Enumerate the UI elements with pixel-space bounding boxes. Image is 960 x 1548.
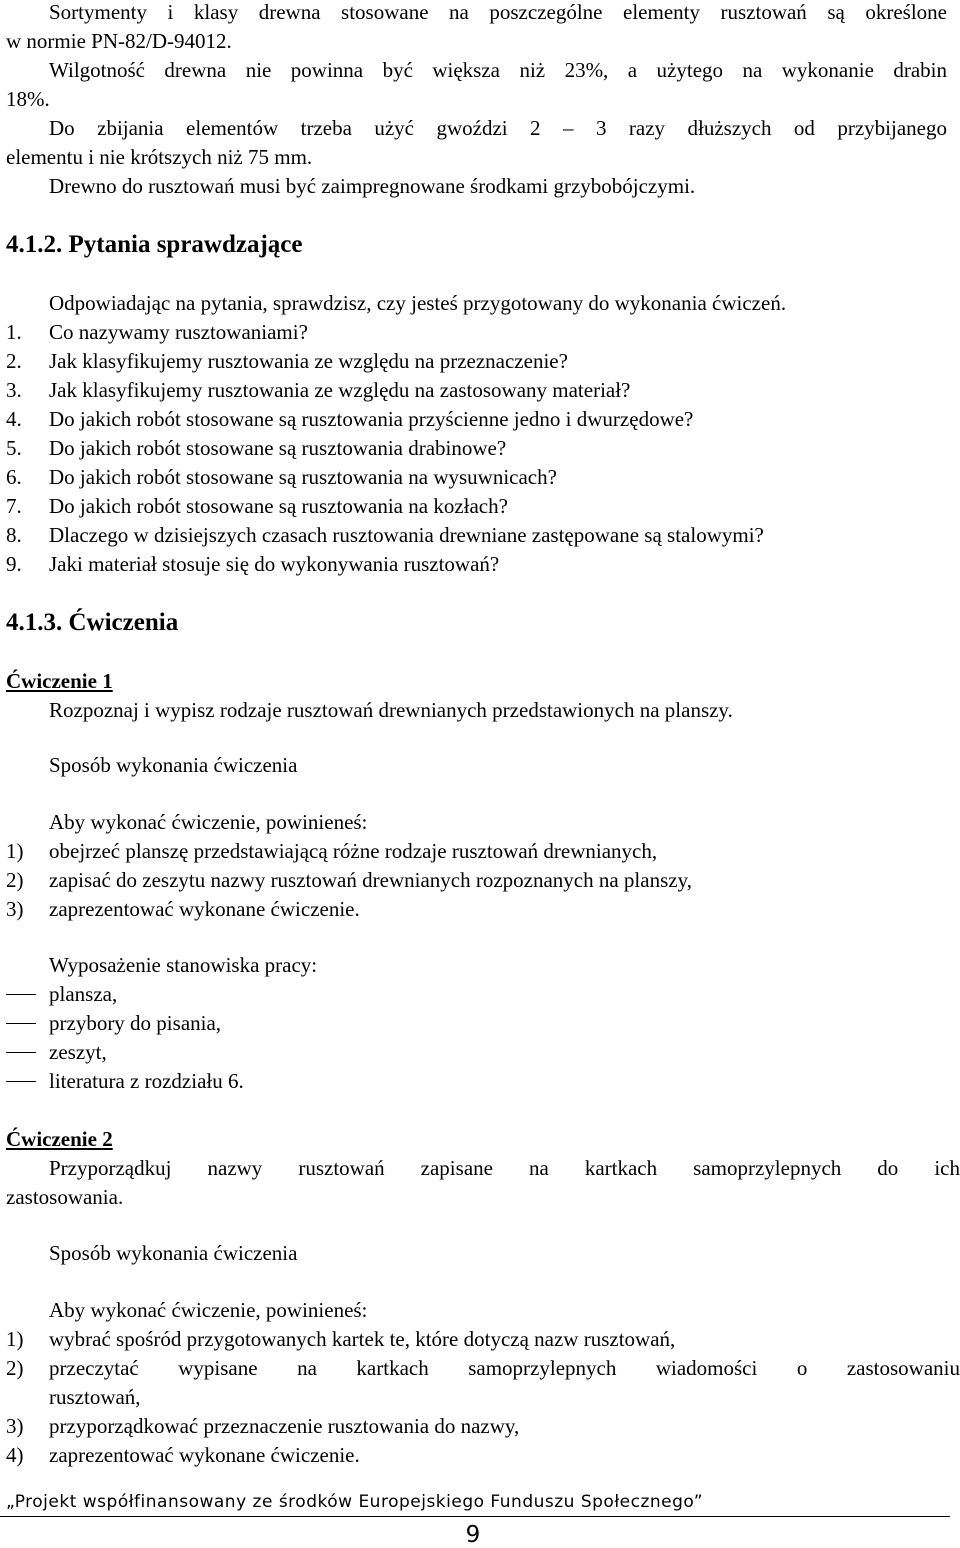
step-text: obejrzeć planszę przedstawiającą różne rodzaje rusztowań drewnianych,: [49, 839, 658, 863]
step-number: 4): [6, 1443, 24, 1467]
dash-bullet-icon: [6, 1081, 36, 1082]
exercise-2-task-line-1: Przyporządkuj nazwy rusztowań zapisane na kartkach samoprzylepnych do ich: [49, 1156, 960, 1180]
question-number: 8.: [6, 523, 22, 547]
exercise-1-steps-intro: Aby wykonać ćwiczenie, powinieneś:: [49, 810, 368, 834]
exercise-2-method-label: Sposób wykonania ćwiczenia: [49, 1241, 298, 1265]
exercise-2-title: Ćwiczenie 2: [6, 1127, 113, 1151]
step-text: zaprezentować wykonane ćwiczenie.: [49, 897, 360, 921]
step-text-continued: rusztowań,: [49, 1385, 141, 1409]
question-number: 2.: [6, 349, 22, 373]
question-number: 3.: [6, 378, 22, 402]
step-number: 1): [6, 839, 24, 863]
question-number: 9.: [6, 552, 22, 576]
equipment-item: przybory do pisania,: [49, 1011, 222, 1035]
step-number: 2): [6, 1356, 24, 1380]
exercise-2-task-line-2: zastosowania.: [6, 1185, 124, 1209]
question-text: Jak klasyfikujemy rusztowania ze względu na zastosowany materiał?: [49, 378, 631, 402]
question-text: Do jakich robót stosowane są rusztowania na kozłach?: [49, 494, 508, 518]
step-text: wybrać spośród przygotowanych kartek te, które dotyczą nazw rusztowań,: [49, 1327, 676, 1351]
step-number: 3): [6, 897, 24, 921]
question-number: 1.: [6, 320, 22, 344]
exercise-2-steps-intro: Aby wykonać ćwiczenie, powinieneś:: [49, 1298, 368, 1322]
dash-bullet-icon: [6, 994, 36, 995]
dash-bullet-icon: [6, 1052, 36, 1053]
equipment-item: zeszyt,: [49, 1040, 107, 1064]
question-text: Do jakich robót stosowane są rusztowania na wysuwnicach?: [49, 465, 557, 489]
question-text: Jak klasyfikujemy rusztowania ze względu na przeznaczenie?: [49, 349, 568, 373]
step-number: 1): [6, 1327, 24, 1351]
question-text: Jaki materiał stosuje się do wykonywania rusztowań?: [49, 552, 500, 576]
question-number: 5.: [6, 436, 22, 460]
equipment-item: literatura z rozdziału 6.: [49, 1069, 244, 1093]
intro-line-2: w normie PN-82/D-94012.: [6, 29, 232, 53]
intro-line-6: elementu i nie krótszych niż 75 mm.: [6, 145, 313, 169]
intro-line-7: Drewno do rusztowań musi być zaimpregnowane środkami grzybobójczymi.: [49, 174, 696, 198]
question-text: Do jakich robót stosowane są rusztowania przyścienne jedno i dwurzędowe?: [49, 407, 694, 431]
questions-intro: Odpowiadając na pytania, sprawdzisz, czy jesteś przygotowany do wykonania ćwiczeń.: [49, 291, 787, 315]
exercises-heading: 4.1.3. Ćwiczenia: [6, 609, 179, 636]
question-number: 7.: [6, 494, 22, 518]
exercise-1-title: Ćwiczenie 1: [6, 669, 113, 693]
question-number: 4.: [6, 407, 22, 431]
intro-line-5: Do zbijania elementów trzeba użyć gwoździ 2 – 3 razy dłuższych od przybijanego: [49, 116, 947, 140]
question-text: Do jakich robót stosowane są rusztowania drabinowe?: [49, 436, 507, 460]
question-text: Dlaczego w dzisiejszych czasach rusztowania drewniane zastępowane są stalowymi?: [49, 523, 764, 547]
question-number: 6.: [6, 465, 22, 489]
footer-divider: [0, 1516, 950, 1517]
page-number: 9: [465, 1522, 481, 1548]
step-number: 2): [6, 868, 24, 892]
step-number: 3): [6, 1414, 24, 1438]
exercise-1-task: Rozpoznaj i wypisz rodzaje rusztowań drewnianych przedstawionych na planszy.: [49, 698, 733, 722]
step-text: zapisać do zeszytu nazwy rusztowań drewnianych rozpoznanych na planszy,: [49, 868, 692, 892]
exercise-1-equipment-label: Wyposażenie stanowiska pracy:: [49, 953, 318, 977]
footer-text: „Projekt współfinansowany ze środków Europejskiego Funduszu Społecznego”: [6, 1492, 704, 1512]
question-text: Co nazywamy rusztowaniami?: [49, 320, 308, 344]
exercise-1-method-label: Sposób wykonania ćwiczenia: [49, 753, 298, 777]
dash-bullet-icon: [6, 1023, 36, 1024]
questions-heading: 4.1.2. Pytania sprawdzające: [6, 231, 303, 258]
step-text: zaprezentować wykonane ćwiczenie.: [49, 1443, 360, 1467]
step-text: przeczytać wypisane na kartkach samoprzylepnych wiadomości o zastosowaniu: [49, 1356, 960, 1380]
intro-line-4: 18%.: [6, 87, 50, 111]
intro-line-3: Wilgotność drewna nie powinna być większa niż 23%, a użytego na wykonanie drabin: [49, 58, 947, 82]
equipment-item: plansza,: [49, 982, 118, 1006]
intro-line-1: Sortymenty i klasy drewna stosowane na poszczególne elementy rusztowań są określone: [49, 0, 947, 24]
step-text: przyporządkować przeznaczenie rusztowania do nazwy,: [49, 1414, 520, 1438]
